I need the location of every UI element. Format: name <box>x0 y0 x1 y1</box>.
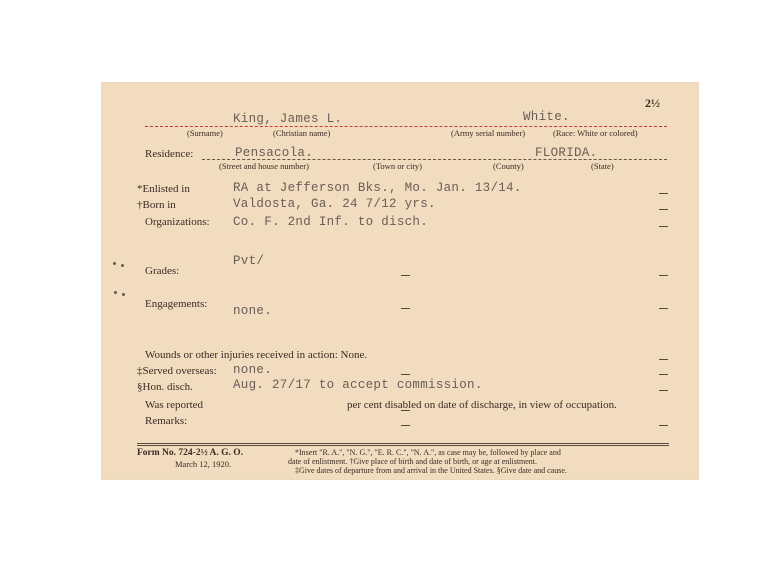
footnote-3: ‡Give dates of departure from and arrival in the United States. §Give date and cause. <box>295 466 567 475</box>
footer-rule <box>137 443 669 444</box>
footnote-2: date of enlistment. †Give place of birth and date of birth, or age at enlistment. <box>288 457 538 466</box>
wounds-label: Wounds or other injuries received in action: None. <box>145 349 368 361</box>
service-record-card <box>101 82 699 480</box>
field-dash <box>659 275 668 276</box>
organizations-label: Organizations: <box>145 216 210 228</box>
surname-caption: (Surname) <box>187 128 223 138</box>
residence-underline <box>202 159 667 160</box>
footnote-1: *Insert "R. A.", "N. G.", "E. R. C.", "N. A.", as case may be, followed by place and <box>295 448 561 457</box>
footer-rule <box>137 445 669 446</box>
served-value: none. <box>233 363 273 377</box>
engagements-label: Engagements: <box>145 298 208 310</box>
form-number: Form No. 724-2½ A. G. O. <box>137 448 244 458</box>
street-caption: (Street and house number) <box>219 161 309 171</box>
grades-value: Pvt/ <box>233 254 265 268</box>
hon-disch-label: §Hon. disch. <box>137 381 193 393</box>
name-underline <box>145 126 667 127</box>
residence-state: FLORIDA. <box>535 146 598 160</box>
form-date: March 12, 1920. <box>175 459 232 469</box>
field-dash <box>659 308 668 309</box>
state-caption: (State) <box>591 161 614 171</box>
reported-text: per cent disabled on date of discharge, in view of occupation. <box>347 399 617 411</box>
remarks-label: Remarks: <box>145 415 188 427</box>
field-dash <box>659 209 668 210</box>
enlisted-label: *Enlisted in <box>137 183 190 195</box>
town-caption: (Town or city) <box>373 161 422 171</box>
field-dash <box>659 193 668 194</box>
field-dash <box>401 308 410 309</box>
born-value: Valdosta, Ga. 24 7/12 yrs. <box>233 197 436 211</box>
race-value: White. <box>523 110 570 124</box>
paper-speck <box>121 264 124 267</box>
card-number: 2½ <box>645 96 660 110</box>
hon-disch-value: Aug. 27/17 to accept commission. <box>233 378 483 392</box>
name-value: King, James L. <box>233 112 343 126</box>
field-dash <box>401 275 410 276</box>
field-dash <box>401 410 410 411</box>
field-dash <box>659 226 668 227</box>
serial-caption: (Army serial number) <box>451 128 526 138</box>
served-label: ‡Served overseas: <box>137 365 217 377</box>
field-dash <box>659 390 668 391</box>
field-dash <box>659 359 668 360</box>
paper-speck <box>113 262 116 265</box>
field-dash <box>659 425 668 426</box>
born-label: †Born in <box>137 199 176 211</box>
paper-speck <box>122 293 125 296</box>
engagements-value: none. <box>233 304 273 318</box>
organizations-value: Co. F. 2nd Inf. to disch. <box>233 215 429 229</box>
field-dash <box>401 425 410 426</box>
christian-caption: (Christian name) <box>273 128 331 138</box>
field-dash <box>659 374 668 375</box>
grades-label: Grades: <box>145 265 180 277</box>
residence-town: Pensacola. <box>235 146 314 160</box>
field-dash <box>401 374 410 375</box>
paper-speck <box>114 291 117 294</box>
reported-label: Was reported <box>145 399 204 411</box>
county-caption: (County) <box>493 161 524 171</box>
race-caption: (Race: White or colored) <box>553 128 638 138</box>
enlisted-value: RA at Jefferson Bks., Mo. Jan. 13/14. <box>233 181 522 195</box>
residence-label: Residence: <box>145 148 194 160</box>
